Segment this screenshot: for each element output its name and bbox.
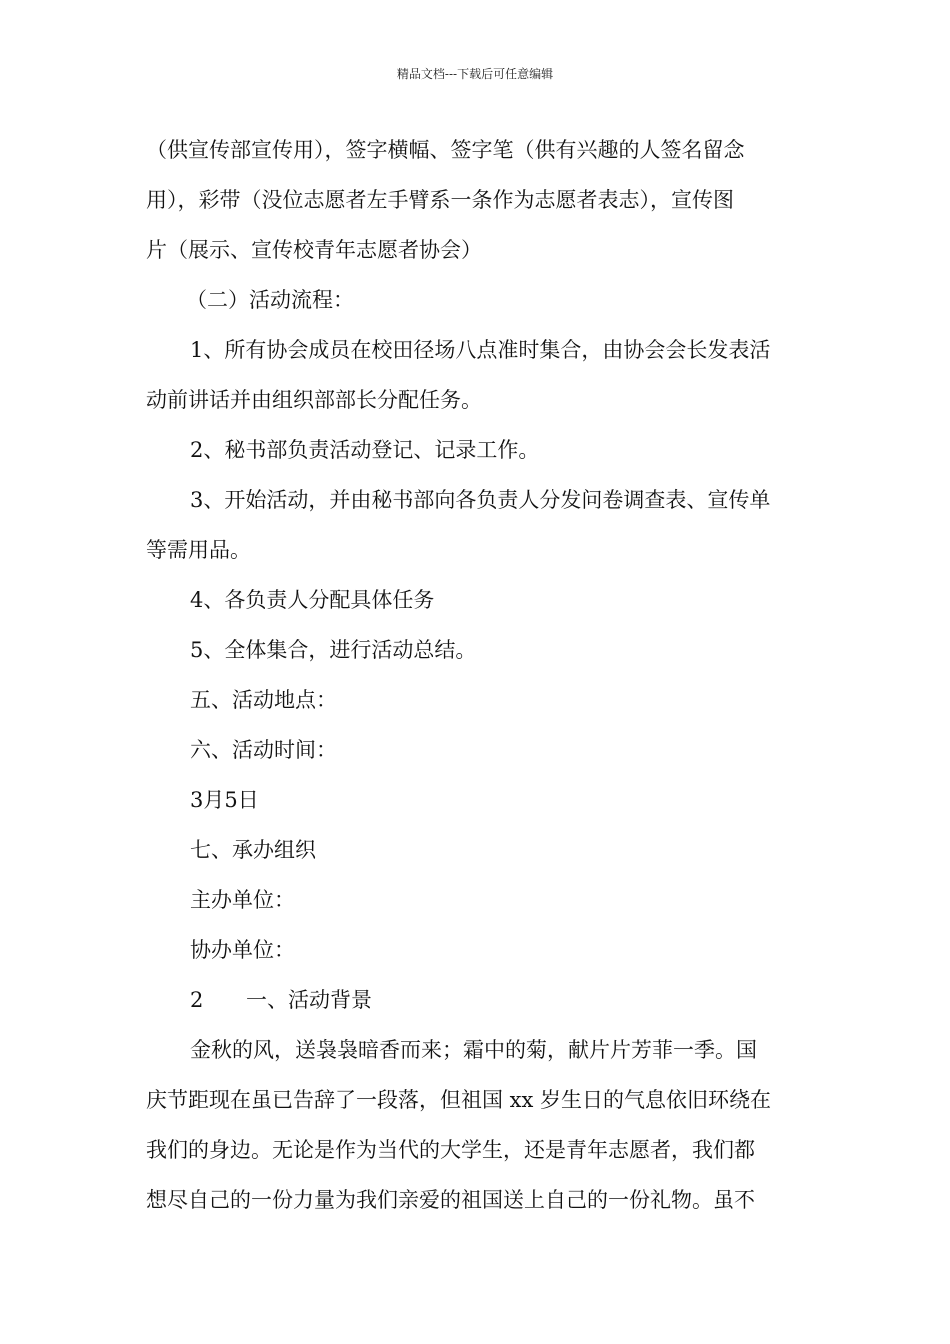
list-item: 1、所有协会成员在校田径场八点准时集合，由协会会长发表活 [190, 338, 771, 362]
paragraph-line: 庆节距现在虽已告辞了一段落，但祖国 xx 岁生日的气息依旧环绕在 [146, 1088, 772, 1112]
section-2-heading [146, 975, 806, 1025]
paragraph-line: 想尽自己的一份力量为我们亲爱的祖国送上自己的一份礼物。虽不 [146, 1188, 755, 1212]
subsection-heading: （二）活动流程： [186, 288, 354, 312]
list-item: 4、各负责人分配具体任务 [190, 588, 435, 612]
list-item: 2、秘书部负责活动登记、记录工作。 [190, 438, 540, 462]
list-item: 5、全体集合，进行活动总结。 [190, 638, 477, 662]
text-line: （供宣传部宣传用），签字横幅、签字笔（供有兴趣的人签名留念 [146, 138, 745, 162]
list-item: 3、开始活动，并由秘书部向各负责人分发问卷调查表、宣传单 [190, 488, 771, 512]
document-body [146, 125, 806, 1225]
section-heading: 六、活动时间： [190, 738, 337, 762]
organizer-label: 主办单位： [190, 888, 295, 912]
co-organizer-label: 协办单位： [190, 938, 295, 962]
paragraph-line: 我们的身边。无论是作为当代的大学生，还是青年志愿者，我们都 [146, 1138, 755, 1162]
text-line: 等需用品。 [146, 538, 251, 562]
text-line: 动前讲话并由组织部部长分配任务。 [146, 388, 482, 412]
page-header: 精品文档---下载后可任意编辑 [396, 67, 554, 81]
section-title: 一、活动背景 [246, 988, 372, 1012]
text-line: 片（展示、宣传校青年志愿者协会） [146, 238, 482, 262]
paragraph-line: 金秋的风，送袅袅暗香而来；霜中的菊，献片片芳菲一季。国 [190, 1038, 757, 1062]
section-heading: 五、活动地点： [190, 688, 337, 712]
text-line: 用），彩带（没位志愿者左手臂系一条作为志愿者表志），宣传图 [146, 188, 734, 212]
date-text: 3月5日 [190, 788, 259, 812]
section-number: 2 [190, 988, 204, 1012]
section-heading: 七、承办组织 [190, 838, 316, 862]
